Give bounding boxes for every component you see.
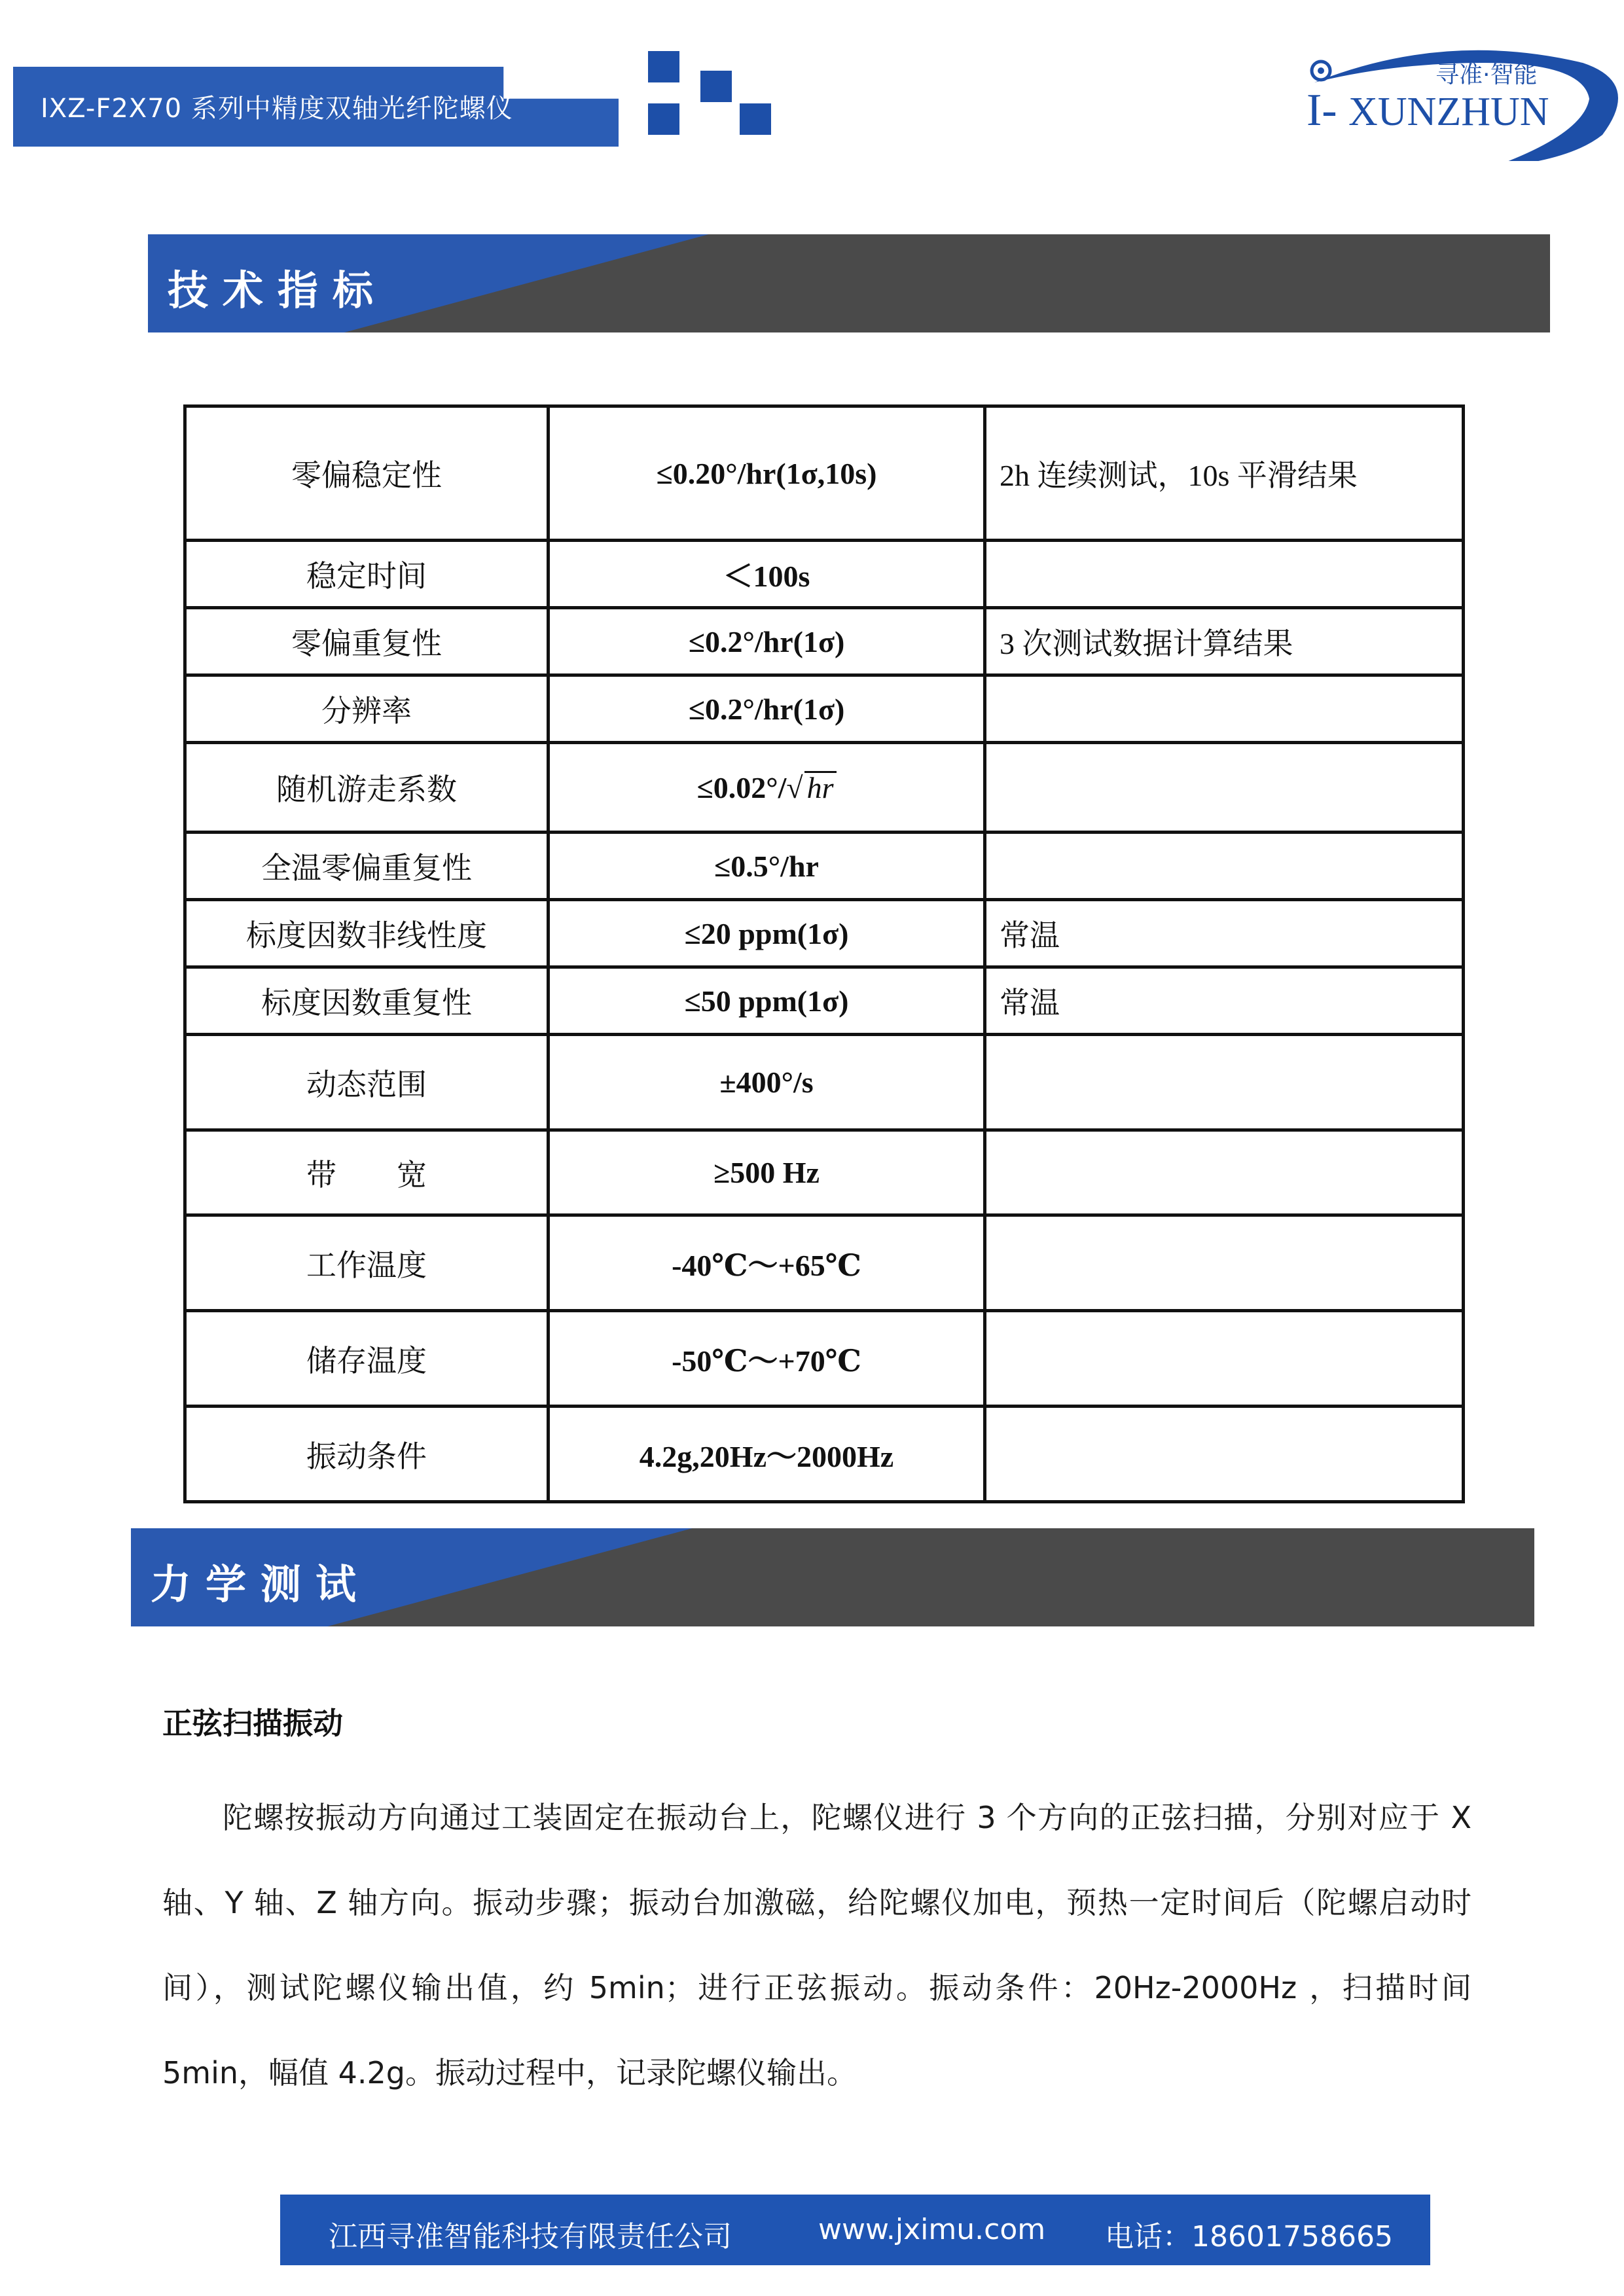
spec-name: 标度因数非线性度: [185, 900, 549, 967]
spec-name: 全温零偏重复性: [185, 833, 549, 900]
spec-table: [183, 404, 1465, 1503]
spec-note: 常温: [985, 900, 1464, 967]
spec-note: [985, 743, 1464, 833]
spec-note: [985, 833, 1464, 900]
spec-note: [985, 1311, 1464, 1407]
spec-name: 振动条件: [185, 1407, 549, 1502]
sqrt-radicand: hr: [804, 771, 837, 803]
spec-name: 动态范围: [185, 1035, 549, 1130]
spec-row: [185, 900, 1464, 967]
footer-website[interactable]: www.jximu.com: [818, 2213, 1046, 2246]
spec-name: 零偏稳定性: [185, 406, 549, 541]
spec-note: 3 次测试数据计算结果: [985, 608, 1464, 675]
decor-square: [648, 103, 679, 135]
company-logo: [1275, 37, 1624, 161]
footer-company: 江西寻准智能科技有限责任公司: [329, 2220, 732, 2253]
spec-value: ≤0.5°/hr: [549, 833, 985, 900]
spec-value: ≤20 ppm(1σ): [549, 900, 985, 967]
spec-value: -50℃～+70℃: [549, 1311, 985, 1407]
spec-value: [549, 743, 985, 833]
spec-note: 常温: [985, 967, 1464, 1035]
spec-value: -40℃～+65℃: [549, 1215, 985, 1311]
section-banner-mech: [131, 1528, 1534, 1626]
spec-note: [985, 1215, 1464, 1311]
section-title-mech: 力学测试: [151, 1560, 371, 1608]
sqrt-sign: √: [786, 770, 803, 804]
logo-en-text: XUNZHUN: [1348, 90, 1549, 134]
spec-value-text: ≤0.02°/: [696, 770, 787, 804]
decor-square: [648, 51, 679, 82]
spec-note: [985, 541, 1464, 608]
spec-row: [185, 541, 1464, 608]
spec-row: [185, 1035, 1464, 1130]
spec-name: 标度因数重复性: [185, 967, 549, 1035]
document-title: IXZ-F2X70 系列中精度双轴光纤陀螺仪: [41, 94, 513, 124]
spec-value: ≤50 ppm(1σ): [549, 967, 985, 1035]
spec-name: 分辨率: [185, 675, 549, 743]
decor-square: [700, 71, 732, 102]
spec-value: ≥500 Hz: [549, 1130, 985, 1215]
spec-name: 稳定时间: [185, 541, 549, 608]
spec-value: ≤0.2°/hr(1σ): [549, 675, 985, 743]
spec-name: 带 宽: [185, 1130, 549, 1215]
spec-note: [985, 675, 1464, 743]
section-title-spec: 技术指标: [168, 266, 388, 314]
spec-row: [185, 1311, 1464, 1407]
spec-note: [985, 1407, 1464, 1502]
spec-row: [185, 1407, 1464, 1502]
section-banner-spec: [148, 234, 1550, 332]
spec-row: [185, 1215, 1464, 1311]
spec-row: [185, 833, 1464, 900]
spec-row: [185, 967, 1464, 1035]
footer-phone: 电话：18601758665: [1105, 2220, 1393, 2253]
spec-value: ≤0.20°/hr(1σ,10s): [549, 406, 985, 541]
spec-row: [185, 406, 1464, 541]
spec-name: 零偏重复性: [185, 608, 549, 675]
spec-name: 随机游走系数: [185, 743, 549, 833]
spec-row: [185, 608, 1464, 675]
spec-row: [185, 675, 1464, 743]
spec-note: [985, 1130, 1464, 1215]
logo-cn-text: 寻准·智能: [1435, 62, 1538, 88]
spec-value: ±400°/s: [549, 1035, 985, 1130]
spec-row: [185, 1130, 1464, 1215]
spec-value: 4.2g,20Hz～2000Hz: [549, 1407, 985, 1502]
spec-row: [185, 743, 1464, 833]
spec-name: 工作温度: [185, 1215, 549, 1311]
vibration-paragraph: 陀螺按振动方向通过工装固定在振动台上，陀螺仪进行 3 个方向的正弦扫描，分别对应于 X 轴、Y 轴、Z 轴方向。振动步骤；振动台加激磁，给陀螺仪加电，预热一定时间后（陀螺启动时间），测试陀螺仪输出值，约 5min；进行正弦振动。振动条件：20Hz-2000Hz ，扫描时间 5min，幅值 4.2g。振动过程中，记录陀螺仪输出。: [162, 1800, 1471, 2090]
decor-square: [740, 103, 771, 135]
spec-value: ＜100s: [549, 541, 985, 608]
spec-name: 储存温度: [185, 1311, 549, 1407]
subsection-title: 正弦扫描振动: [162, 1706, 343, 1741]
footer-bar: [280, 2195, 1430, 2265]
spec-value: ≤0.2°/hr(1σ): [549, 608, 985, 675]
spec-note: [985, 1035, 1464, 1130]
spec-note: 2h 连续测试，10s 平滑结果: [985, 406, 1464, 541]
svg-text:I-: I-: [1307, 85, 1337, 135]
